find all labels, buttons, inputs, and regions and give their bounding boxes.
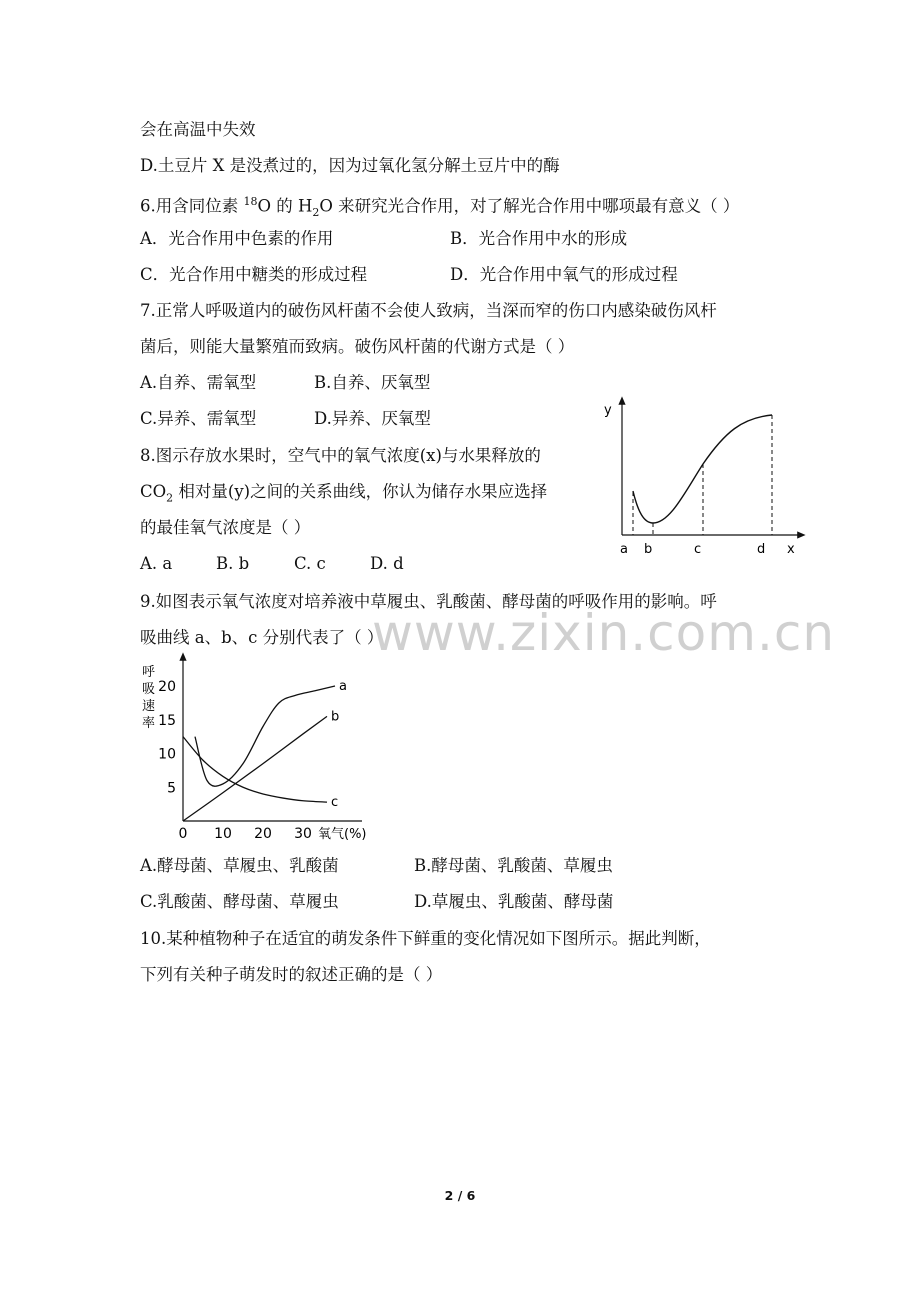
y-tick-label: 20 xyxy=(158,679,176,695)
y-axis-label: y xyxy=(604,403,612,418)
q8-text: CO xyxy=(140,482,167,501)
q8-sub: 2 xyxy=(166,491,174,505)
question-8-cont: 的最佳氧气浓度是（ ） xyxy=(140,518,311,537)
q6-sup: 18 xyxy=(243,195,258,208)
q8-option-a: A. a xyxy=(140,554,173,573)
x-axis-label: x xyxy=(787,542,795,557)
tick-b: b xyxy=(644,542,653,557)
q9-option-c: C.乳酸菌、酵母菌、草履虫 xyxy=(140,892,339,911)
q8-text: 相对量(y)之间的关系曲线，你认为储存水果应选择 xyxy=(173,482,548,501)
q6-option-c: C．光合作用中糖类的形成过程 xyxy=(140,265,368,284)
y-tick-label: 15 xyxy=(158,712,176,729)
y-axis-label-char: 呼 xyxy=(142,665,156,680)
tick-a: a xyxy=(620,542,628,557)
q7-option-a: A.自养、需氧型 xyxy=(140,373,257,392)
x-tick-label: 0 xyxy=(178,826,188,842)
watermark: www.zixin.com.cn xyxy=(372,604,836,662)
x-tick-label: 10 xyxy=(214,826,232,842)
q9-option-d: D.草履虫、乳酸菌、酵母菌 xyxy=(414,892,614,911)
y-tick-label: 10 xyxy=(158,746,176,763)
q9-option-a: A.酵母菌、草履虫、乳酸菌 xyxy=(140,856,339,875)
question-10: 10.某种植物种子在适宜的萌发条件下鲜重的变化情况如下图所示。据此判断， xyxy=(140,929,711,948)
q7-option-d: D.异养、厌氧型 xyxy=(314,409,431,428)
x-axis-label: 氧气(%) xyxy=(318,827,367,842)
question-7-cont: 菌后，则能大量繁殖而致病。破伤风杆菌的代谢方式是（ ） xyxy=(140,337,575,356)
q6-sub: 2 xyxy=(312,205,320,219)
question-9: 9.如图表示氧气浓度对培养液中草履虫、乳酸菌、酵母菌的呼吸作用的影响。呼 xyxy=(140,592,717,611)
question-9-cont: 吸曲线 a、b、c 分别代表了（ ） xyxy=(140,628,384,647)
q6-text: 6.用含同位素 xyxy=(140,196,244,216)
y-axis-label-char: 吸 xyxy=(142,682,156,697)
question-8: 8.图示存放水果时，空气中的氧气浓度(x)与水果释放的 xyxy=(140,446,541,465)
q6-option-a: A．光合作用中色素的作用 xyxy=(140,229,334,248)
question-6 xyxy=(140,190,739,225)
q8-option-d: D. d xyxy=(370,554,404,573)
tick-d: d xyxy=(757,542,766,557)
q8-curve-figure xyxy=(590,392,820,562)
respiration-chart xyxy=(136,652,376,848)
text-line: D.土豆片 X 是没煮过的，因为过氧化氢分解土豆片中的酶 xyxy=(140,156,560,175)
series-label-b: b xyxy=(331,709,340,725)
y-axis-label-char: 速 xyxy=(142,699,156,714)
q8-option-b: B. b xyxy=(216,554,250,573)
question-7: 7.正常人呼吸道内的破伤风杆菌不会使人致病，当深而窄的伤口内感染破伤风杆 xyxy=(140,301,717,320)
y-tick-label: 5 xyxy=(167,780,176,797)
series-label-c: c xyxy=(331,795,339,811)
q6-text: O 来研究光合作用，对了解光合作用中哪项最有意义（ ） xyxy=(319,196,740,216)
text-line: 会在高温中失效 xyxy=(140,120,256,139)
q6-option-d: D．光合作用中氧气的形成过程 xyxy=(450,265,678,284)
q8-option-c: C. c xyxy=(294,554,326,573)
x-tick-label: 30 xyxy=(294,826,312,842)
series-label-a: a xyxy=(339,679,347,694)
series-line-b xyxy=(183,716,327,821)
q6-option-b: B．光合作用中水的形成 xyxy=(450,229,628,248)
y-axis-label-char: 率 xyxy=(142,716,156,731)
tick-c: c xyxy=(694,542,702,557)
q9-option-b: B.酵母菌、乳酸菌、草履虫 xyxy=(414,856,613,875)
question-10-cont: 下列有关种子萌发时的叙述正确的是（ ） xyxy=(140,965,443,984)
q7-option-c: C.异养、需氧型 xyxy=(140,409,257,428)
x-tick-label: 20 xyxy=(254,826,272,842)
y-axis-label xyxy=(142,665,155,731)
q6-text: O 的 H xyxy=(257,196,313,216)
page-number: 2 / 6 xyxy=(444,1188,476,1203)
q7-option-b: B.自养、厌氧型 xyxy=(314,373,431,392)
question-8-cont xyxy=(140,480,547,510)
